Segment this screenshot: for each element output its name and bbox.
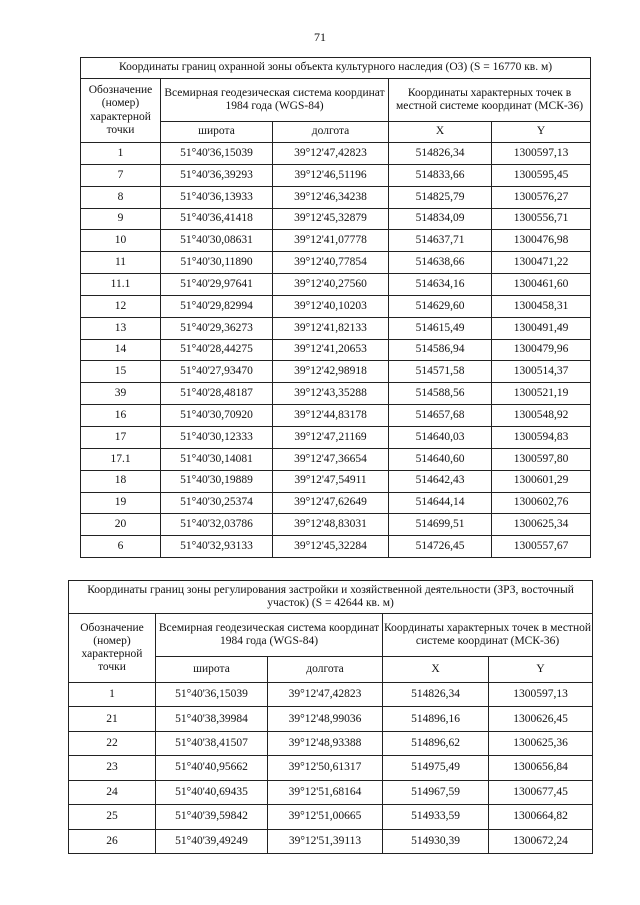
y-cell: 1300672,24	[489, 829, 593, 853]
latitude-cell: 51°40'32,03786	[161, 514, 273, 536]
x-cell: 514629,60	[389, 295, 492, 317]
y-cell: 1300479,96	[492, 339, 591, 361]
longitude-cell: 39°12'51,00665	[268, 805, 383, 829]
point-number-cell: 21	[69, 707, 156, 731]
longitude-cell: 39°12'48,93388	[268, 731, 383, 755]
point-number-cell: 9	[81, 208, 161, 230]
table-title: Координаты границ зоны регулирования застройки и хозяйственной деятельности (ЗРЗ, восточный участок) (S = 42644 кв. м)	[69, 581, 593, 614]
latitude-cell: 51°40'30,25374	[161, 492, 273, 514]
protection-zone-coordinates-table	[80, 57, 591, 558]
y-header: Y	[492, 122, 591, 143]
y-cell: 1300677,45	[489, 780, 593, 804]
longitude-cell: 39°12'48,99036	[268, 707, 383, 731]
y-header: Y	[489, 657, 593, 683]
longitude-header: долгота	[273, 122, 389, 143]
point-number-cell: 7	[81, 164, 161, 186]
table-row	[81, 339, 591, 361]
table-row	[81, 274, 591, 296]
longitude-cell: 39°12'41,20653	[273, 339, 389, 361]
y-cell: 1300602,76	[492, 492, 591, 514]
y-cell: 1300597,13	[492, 143, 591, 165]
longitude-cell: 39°12'40,77854	[273, 252, 389, 274]
longitude-cell: 39°12'47,36654	[273, 448, 389, 470]
longitude-cell: 39°12'48,83031	[273, 514, 389, 536]
table-row	[81, 186, 591, 208]
latitude-cell: 51°40'30,70920	[161, 405, 273, 427]
x-cell: 514588,56	[389, 383, 492, 405]
latitude-cell: 51°40'36,13933	[161, 186, 273, 208]
latitude-cell: 51°40'36,39293	[161, 164, 273, 186]
longitude-cell: 39°12'43,35288	[273, 383, 389, 405]
point-number-cell: 10	[81, 230, 161, 252]
table-title: Координаты границ охранной зоны объекта культурного наследия (ОЗ) (S = 16770 кв. м)	[81, 58, 591, 79]
point-number-cell: 20	[81, 514, 161, 536]
latitude-cell: 51°40'27,93470	[161, 361, 273, 383]
point-number-cell: 26	[69, 829, 156, 853]
x-cell: 514640,60	[389, 448, 492, 470]
x-cell: 514930,39	[383, 829, 489, 853]
y-cell: 1300597,13	[489, 683, 593, 707]
y-cell: 1300491,49	[492, 317, 591, 339]
latitude-cell: 51°40'36,15039	[161, 143, 273, 165]
point-number-cell: 1	[69, 683, 156, 707]
y-cell: 1300664,82	[489, 805, 593, 829]
x-cell: 514967,59	[383, 780, 489, 804]
table-row	[81, 295, 591, 317]
longitude-cell: 39°12'51,68164	[268, 780, 383, 804]
y-cell: 1300656,84	[489, 756, 593, 780]
x-cell: 514826,34	[389, 143, 492, 165]
longitude-cell: 39°12'47,62649	[273, 492, 389, 514]
table-row	[81, 426, 591, 448]
latitude-cell: 51°40'39,49249	[156, 829, 268, 853]
latitude-cell: 51°40'30,12333	[161, 426, 273, 448]
x-cell: 514642,43	[389, 470, 492, 492]
y-cell: 1300514,37	[492, 361, 591, 383]
table-row	[81, 230, 591, 252]
latitude-cell: 51°40'30,19889	[161, 470, 273, 492]
point-number-cell: 8	[81, 186, 161, 208]
y-cell: 1300595,45	[492, 164, 591, 186]
table-row	[81, 470, 591, 492]
x-cell: 514640,03	[389, 426, 492, 448]
latitude-cell: 51°40'32,93133	[161, 536, 273, 558]
latitude-cell: 51°40'38,41507	[156, 731, 268, 755]
y-cell: 1300548,92	[492, 405, 591, 427]
x-cell: 514586,94	[389, 339, 492, 361]
wgs84-header: Всемирная геодезическая система координат 1984 года (WGS-84)	[156, 614, 383, 657]
point-number-cell: 16	[81, 405, 161, 427]
x-cell: 514825,79	[389, 186, 492, 208]
latitude-cell: 51°40'30,14081	[161, 448, 273, 470]
local-system-header: Координаты характерных точек в местной системе координат (МСК-36)	[383, 614, 593, 657]
table-row	[81, 514, 591, 536]
longitude-cell: 39°12'47,42823	[268, 683, 383, 707]
table-row	[81, 536, 591, 558]
longitude-cell: 39°12'41,07778	[273, 230, 389, 252]
y-cell: 1300597,80	[492, 448, 591, 470]
latitude-cell: 51°40'40,69435	[156, 780, 268, 804]
point-number-cell: 11	[81, 252, 161, 274]
y-cell: 1300521,19	[492, 383, 591, 405]
y-cell: 1300625,36	[489, 731, 593, 755]
longitude-cell: 39°12'51,39113	[268, 829, 383, 853]
regulation-zone-coordinates-table	[68, 580, 593, 854]
y-cell: 1300476,98	[492, 230, 591, 252]
latitude-cell: 51°40'38,39984	[156, 707, 268, 731]
x-cell: 514726,45	[389, 536, 492, 558]
longitude-cell: 39°12'45,32284	[273, 536, 389, 558]
point-number-header: Обозначение (номер) характерной точки	[69, 614, 156, 683]
longitude-cell: 39°12'46,51196	[273, 164, 389, 186]
point-number-header: Обозначение (номер) характерной точки	[81, 79, 161, 143]
table-row	[81, 317, 591, 339]
x-cell: 514644,14	[389, 492, 492, 514]
latitude-cell: 51°40'30,11890	[161, 252, 273, 274]
longitude-cell: 39°12'40,10203	[273, 295, 389, 317]
longitude-cell: 39°12'47,42823	[273, 143, 389, 165]
page-number: 71	[314, 30, 326, 44]
longitude-cell: 39°12'42,98918	[273, 361, 389, 383]
y-cell: 1300626,45	[489, 707, 593, 731]
table-row	[81, 405, 591, 427]
y-cell: 1300556,71	[492, 208, 591, 230]
latitude-cell: 51°40'28,44275	[161, 339, 273, 361]
table-row	[81, 492, 591, 514]
point-number-cell: 17	[81, 426, 161, 448]
table-row	[69, 756, 593, 780]
point-number-cell: 22	[69, 731, 156, 755]
table-row	[81, 252, 591, 274]
x-header: X	[383, 657, 489, 683]
longitude-cell: 39°12'44,83178	[273, 405, 389, 427]
longitude-cell: 39°12'46,34238	[273, 186, 389, 208]
latitude-header: широта	[161, 122, 273, 143]
y-cell: 1300557,67	[492, 536, 591, 558]
table-row	[81, 383, 591, 405]
point-number-cell: 25	[69, 805, 156, 829]
table-row	[81, 143, 591, 165]
point-number-cell: 23	[69, 756, 156, 780]
point-number-cell: 19	[81, 492, 161, 514]
point-number-cell: 15	[81, 361, 161, 383]
table-row	[69, 829, 593, 853]
point-number-cell: 1	[81, 143, 161, 165]
latitude-cell: 51°40'29,97641	[161, 274, 273, 296]
x-cell: 514975,49	[383, 756, 489, 780]
x-cell: 514634,16	[389, 274, 492, 296]
longitude-header: долгота	[268, 657, 383, 683]
point-number-cell: 39	[81, 383, 161, 405]
table-row	[81, 448, 591, 470]
point-number-cell: 18	[81, 470, 161, 492]
latitude-cell: 51°40'28,48187	[161, 383, 273, 405]
local-system-header: Координаты характерных точек в местной системе координат (МСК-36)	[389, 79, 591, 122]
x-cell: 514571,58	[389, 361, 492, 383]
table-row	[81, 164, 591, 186]
longitude-cell: 39°12'40,27560	[273, 274, 389, 296]
table-row	[69, 805, 593, 829]
point-number-cell: 12	[81, 295, 161, 317]
latitude-cell: 51°40'36,41418	[161, 208, 273, 230]
x-cell: 514615,49	[389, 317, 492, 339]
y-cell: 1300625,34	[492, 514, 591, 536]
table-row	[69, 731, 593, 755]
x-cell: 514896,62	[383, 731, 489, 755]
point-number-cell: 14	[81, 339, 161, 361]
wgs84-header: Всемирная геодезическая система координат 1984 года (WGS-84)	[161, 79, 389, 122]
table-row	[81, 361, 591, 383]
y-cell: 1300471,22	[492, 252, 591, 274]
x-cell: 514699,51	[389, 514, 492, 536]
latitude-cell: 51°40'39,59842	[156, 805, 268, 829]
table-row	[69, 707, 593, 731]
point-number-cell: 24	[69, 780, 156, 804]
latitude-cell: 51°40'29,82994	[161, 295, 273, 317]
latitude-cell: 51°40'40,95662	[156, 756, 268, 780]
longitude-cell: 39°12'45,32879	[273, 208, 389, 230]
latitude-cell: 51°40'29,36273	[161, 317, 273, 339]
table-row	[81, 208, 591, 230]
y-cell: 1300601,29	[492, 470, 591, 492]
point-number-cell: 6	[81, 536, 161, 558]
longitude-cell: 39°12'47,21169	[273, 426, 389, 448]
x-header: X	[389, 122, 492, 143]
point-number-cell: 11.1	[81, 274, 161, 296]
y-cell: 1300458,31	[492, 295, 591, 317]
latitude-cell: 51°40'36,15039	[156, 683, 268, 707]
latitude-cell: 51°40'30,08631	[161, 230, 273, 252]
longitude-cell: 39°12'50,61317	[268, 756, 383, 780]
longitude-cell: 39°12'41,82133	[273, 317, 389, 339]
x-cell: 514826,34	[383, 683, 489, 707]
x-cell: 514933,59	[383, 805, 489, 829]
longitude-cell: 39°12'47,54911	[273, 470, 389, 492]
x-cell: 514638,66	[389, 252, 492, 274]
point-number-cell: 17.1	[81, 448, 161, 470]
y-cell: 1300594,83	[492, 426, 591, 448]
x-cell: 514637,71	[389, 230, 492, 252]
x-cell: 514834,09	[389, 208, 492, 230]
table-row	[69, 683, 593, 707]
table-row	[69, 780, 593, 804]
x-cell: 514896,16	[383, 707, 489, 731]
y-cell: 1300461,60	[492, 274, 591, 296]
y-cell: 1300576,27	[492, 186, 591, 208]
latitude-header: широта	[156, 657, 268, 683]
point-number-cell: 13	[81, 317, 161, 339]
x-cell: 514657,68	[389, 405, 492, 427]
x-cell: 514833,66	[389, 164, 492, 186]
